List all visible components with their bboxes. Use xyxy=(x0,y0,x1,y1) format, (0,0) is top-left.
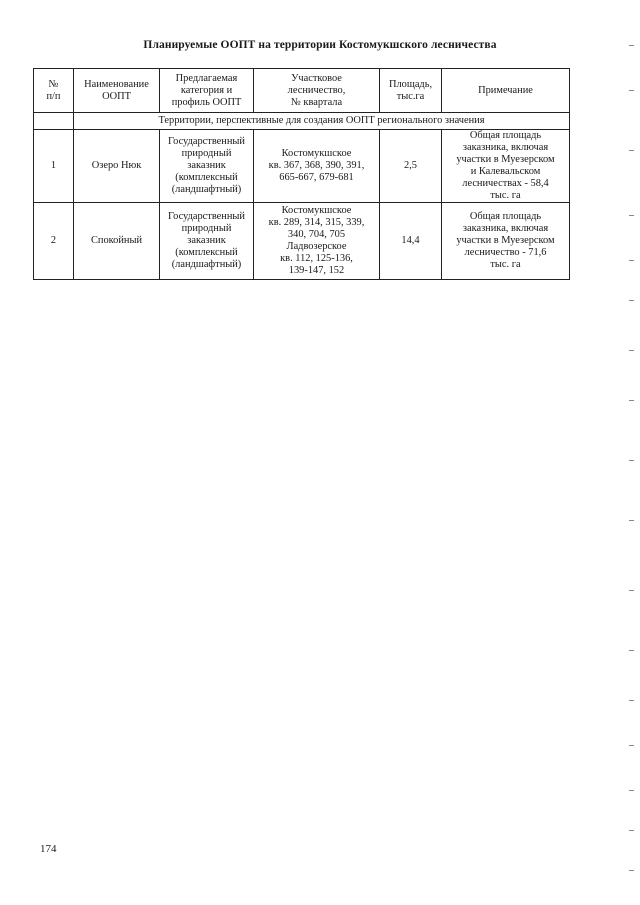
scan-mark xyxy=(629,350,634,351)
scan-mark xyxy=(629,650,634,651)
row-forestry: Костомукшское кв. 367, 368, 390, 391, 665-667, 679-681 xyxy=(254,130,380,203)
scan-mark xyxy=(629,520,634,521)
header-category: Предлагаемая категория и профиль ООПТ xyxy=(160,69,254,113)
section-empty-cell xyxy=(34,113,74,130)
row-name: Озеро Нюк xyxy=(74,130,160,203)
row-area: 2,5 xyxy=(380,130,442,203)
scan-mark xyxy=(629,830,634,831)
table-header-row xyxy=(34,69,570,113)
scan-mark xyxy=(629,260,634,261)
row-note: Общая площадь заказника, включая участки в Муезерском лесничество - 71,6 тыс. га xyxy=(442,203,570,280)
header-area: Площадь, тыс.га xyxy=(380,69,442,113)
scan-mark xyxy=(629,90,634,91)
scan-mark xyxy=(629,300,634,301)
scan-mark xyxy=(629,790,634,791)
oopt-table xyxy=(33,68,570,280)
scan-mark xyxy=(629,150,634,151)
scan-mark xyxy=(629,700,634,701)
scan-mark xyxy=(629,590,634,591)
scan-mark xyxy=(629,460,634,461)
header-name: Наименование ООПТ xyxy=(74,69,160,113)
row-category: Государственный природный заказник (комплексный (ландшафтный) xyxy=(160,203,254,280)
scan-mark xyxy=(629,45,634,46)
row-category: Государственный природный заказник (комплексный (ландшафтный) xyxy=(160,130,254,203)
row-number: 2 xyxy=(34,203,74,280)
row-forestry: Костомукшское кв. 289, 314, 315, 339, 340, 704, 705 Ладвозерское кв. 112, 125-136, 139-147, 152 xyxy=(254,203,380,280)
header-forestry: Участковое лесничество, № квартала xyxy=(254,69,380,113)
row-number: 1 xyxy=(34,130,74,203)
scan-mark xyxy=(629,400,634,401)
header-note: Примечание xyxy=(442,69,570,113)
table-row xyxy=(34,130,570,203)
row-name: Спокойный xyxy=(74,203,160,280)
scan-mark xyxy=(629,870,634,871)
page-title: Планируемые ООПТ на территории Костомукшского лесничества xyxy=(143,39,497,51)
section-row xyxy=(34,113,570,130)
scan-mark xyxy=(629,745,634,746)
header-number: № п/п xyxy=(34,69,74,113)
page-number: 174 xyxy=(40,843,57,855)
row-note: Общая площадь заказника, включая участки в Муезерском и Калевальском лесничествах - 58,4 тыс. га xyxy=(442,130,570,203)
section-title: Территории, перспективные для создания ООПТ регионального значения xyxy=(74,113,570,130)
row-area: 14,4 xyxy=(380,203,442,280)
scan-mark xyxy=(629,215,634,216)
table-row xyxy=(34,203,570,280)
